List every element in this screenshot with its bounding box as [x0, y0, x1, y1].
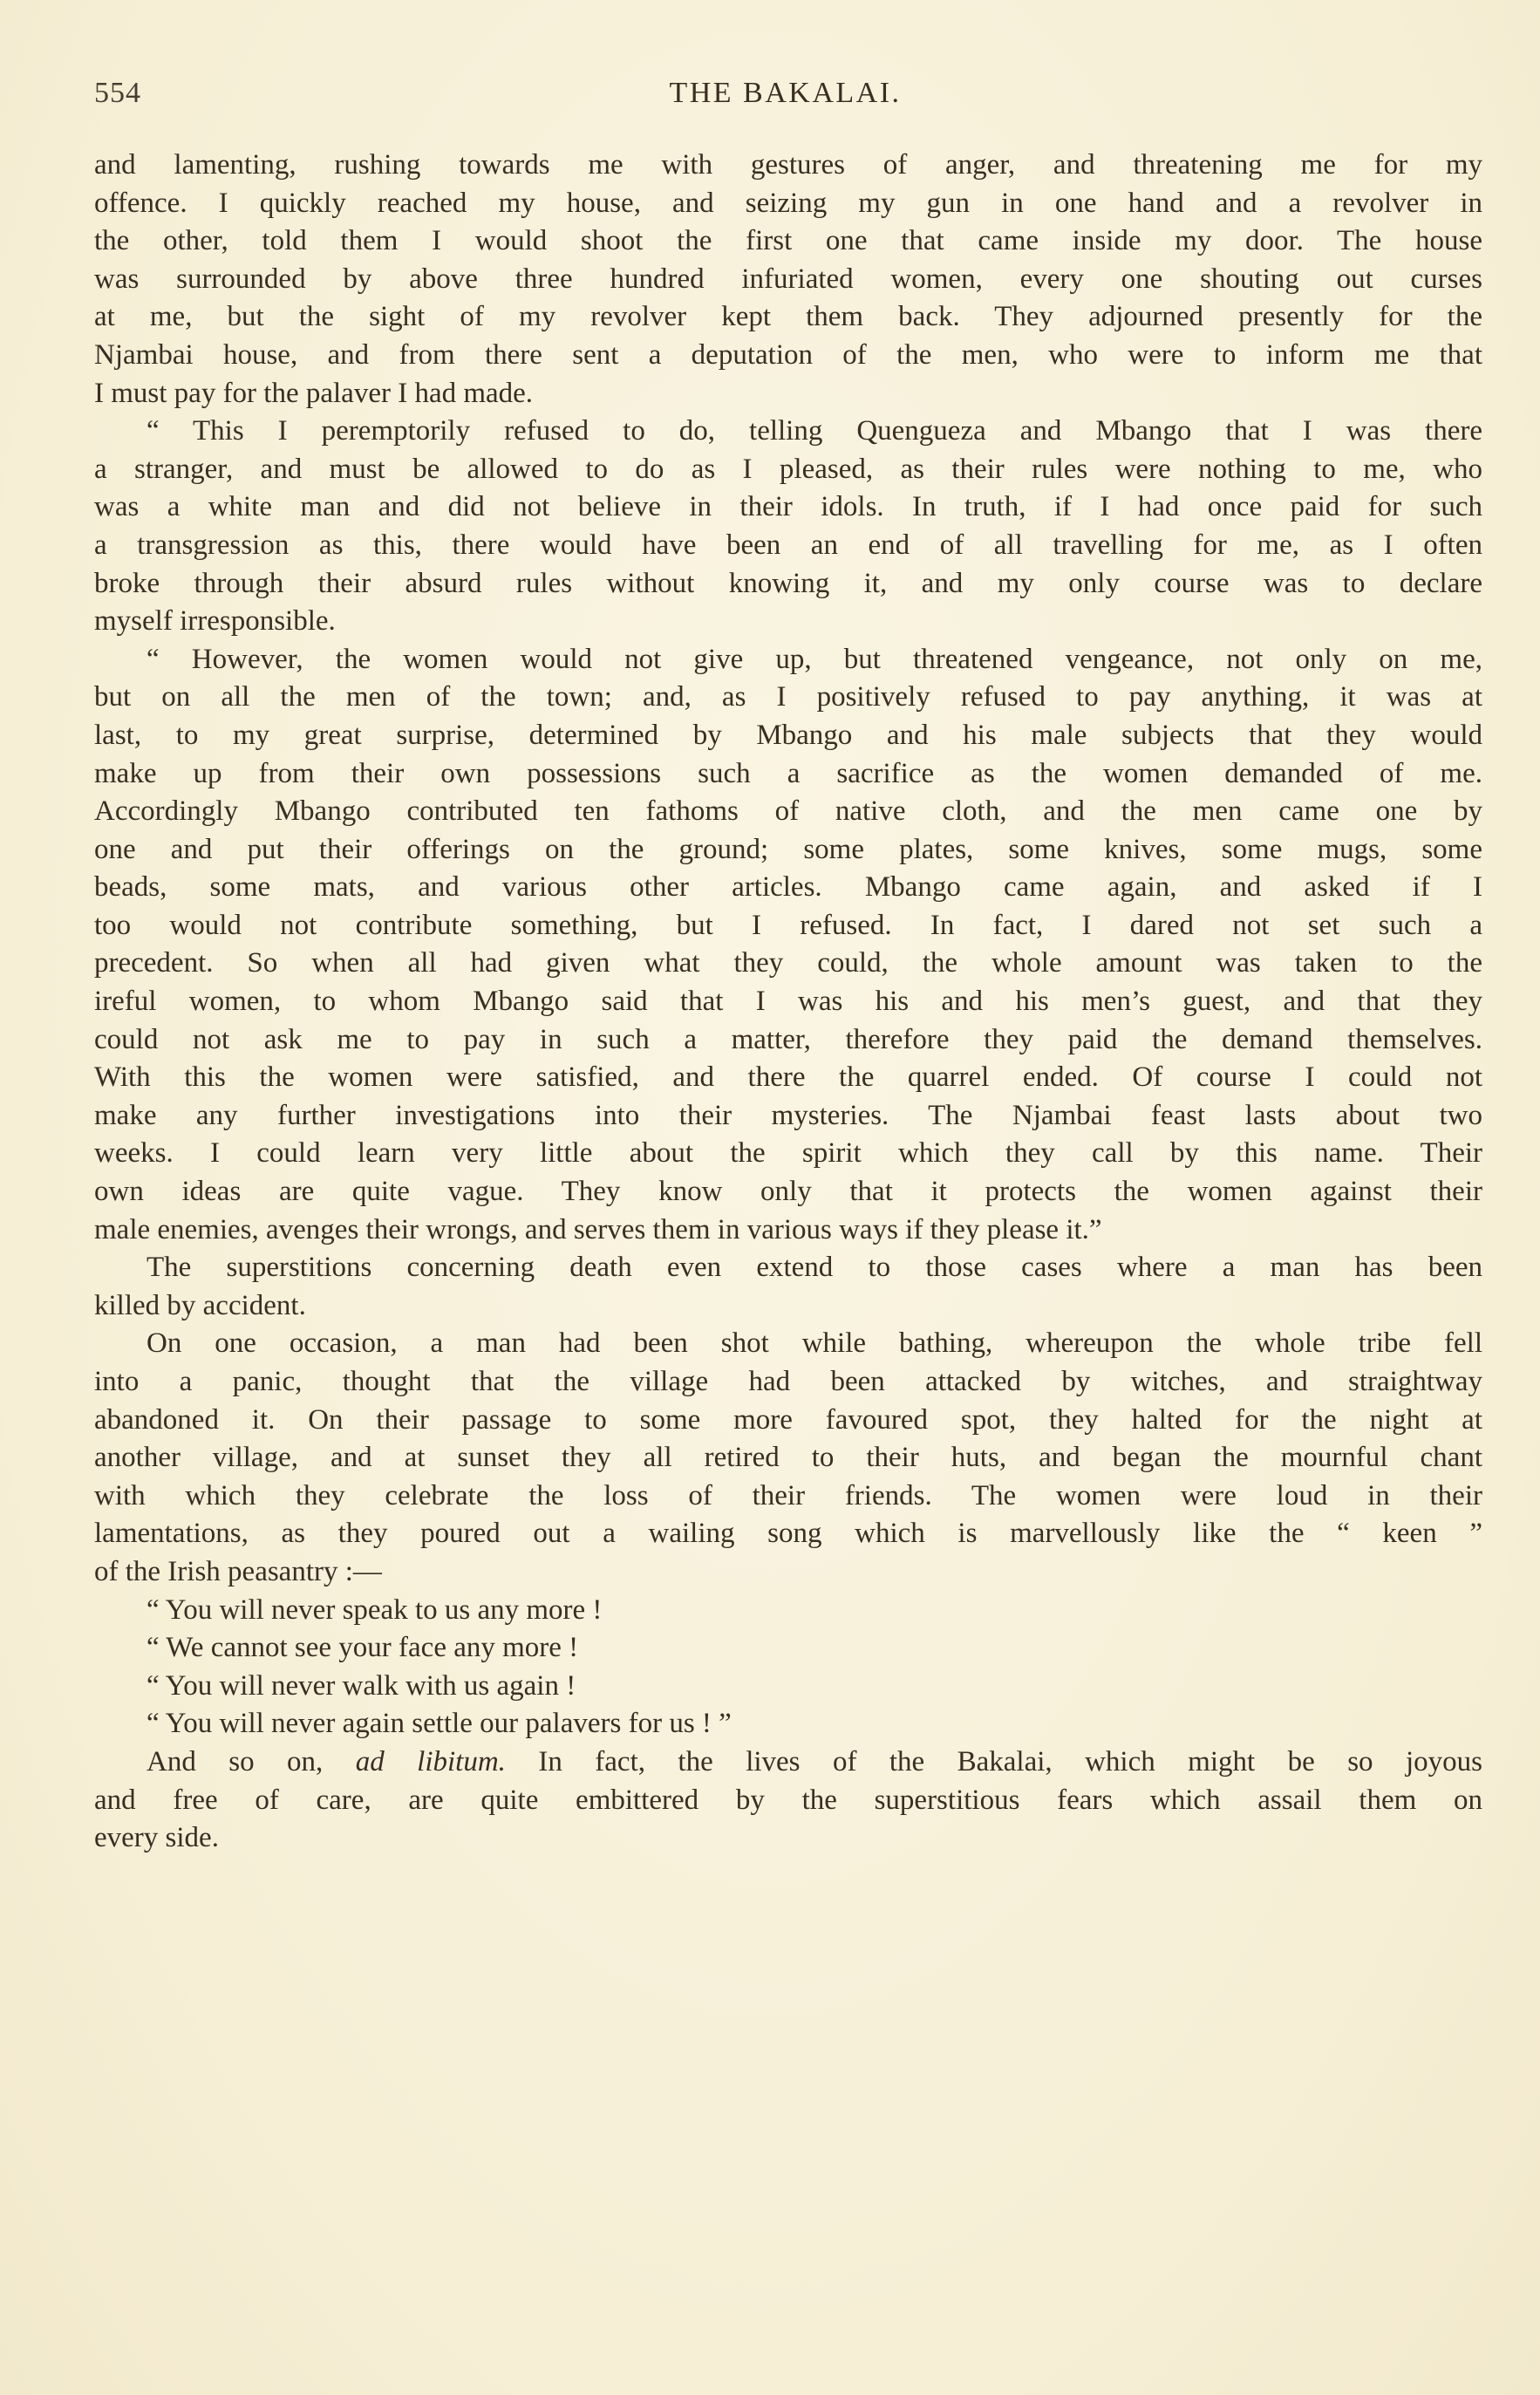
text-line: every side. — [94, 1822, 219, 1854]
text-line: one and put their offerings on the ground; some plates, some knives, some mugs, some — [94, 833, 1482, 865]
text-line: beads, some mats, and various other articles. Mbango came again, and asked if I — [94, 871, 1482, 904]
text-line: make any further investigations into their mysteries. The Njambai feast lasts about two — [94, 1099, 1482, 1131]
text-line: and free of care, are quite embittered by the superstitious fears which assail them on — [94, 1784, 1482, 1816]
text-line-mixed — [94, 1743, 1482, 1782]
text-line: was surrounded by above three hundred infuriated women, every one shouting out curses — [94, 263, 1482, 295]
text-line: I must pay for the palaver I had made. — [94, 377, 534, 409]
page-header — [94, 72, 1476, 120]
italic-phrase: ad libitum. — [355, 1745, 506, 1777]
text-line: own ideas are quite vague. They know only that it protects the women against their — [94, 1176, 1482, 1208]
text-line: ireful women, to whom Mbango said that I was his and his men’s guest, and that they — [94, 986, 1482, 1018]
text-line: a stranger, and must be allowed to do as I pleased, as their rules were nothing to me, who — [94, 453, 1482, 485]
text-line: make up from their own possessions such a sacrifice as the women demanded of me. — [94, 757, 1482, 789]
text-line: The superstitions concerning death even extend to those cases where a man has been — [147, 1252, 1482, 1284]
verse-line: “ You will never again settle our palavers for us ! ” — [147, 1708, 732, 1740]
text-line: but on all the men of the town; and, as I positively refused to pay anything, it was at — [94, 681, 1482, 713]
running-head: THE BAKALAI. — [669, 77, 902, 109]
text-line: was a white man and did not believe in their idols. In truth, if I had once paid for such — [94, 491, 1482, 523]
text-line: last, to my great surprise, determined by Mbango and his male subjects that they would — [94, 719, 1482, 751]
verse-line: “ We cannot see your face any more ! — [147, 1632, 579, 1664]
body-text — [94, 147, 1482, 1858]
text-line: another village, and at sunset they all retired to their huts, and began the mournful chant — [94, 1442, 1482, 1474]
text-line: Accordingly Mbango contributed ten fathoms of native cloth, and the men came one by — [94, 795, 1482, 828]
text-line: lamentations, as they poured out a wailing song which is marvellously like the “ keen ” — [94, 1518, 1482, 1550]
text-line: of the Irish peasantry :— — [94, 1555, 382, 1587]
text-line: male enemies, avenges their wrongs, and serves them in various ways if they please it.” — [94, 1213, 1102, 1245]
text-line: offence. I quickly reached my house, and seizing my gun in one hand and a revolver in — [94, 187, 1482, 219]
verse-line: “ You will never speak to us any more ! — [147, 1593, 603, 1626]
text-line: precedent. So when all had given what they could, the whole amount was taken to the — [94, 947, 1482, 979]
text-line: myself irresponsible. — [94, 605, 336, 638]
text-line: With this the women were satisfied, and there the quarrel ended. Of course I could not — [94, 1061, 1482, 1094]
line-rest: In fact, the lives of the Bakalai, which might be so joyous — [538, 1745, 1482, 1777]
text-line: could not ask me to pay in such a matter, therefore they paid the demand themselves. — [94, 1023, 1482, 1055]
text-line: abandoned it. On their passage to some more favoured spot, they halted for the night at — [94, 1403, 1482, 1436]
text-line: too would not contribute something, but I refused. In fact, I dared not set such a — [94, 909, 1482, 941]
text-line: with which they celebrate the loss of their friends. The women were loud in their — [94, 1479, 1482, 1511]
text-line: and lamenting, rushing towards me with gestures of anger, and threatening me for my — [94, 149, 1482, 181]
text-line: at me, but the sight of my revolver kept them back. They adjourned presently for the — [94, 301, 1482, 333]
page-number: 554 — [94, 77, 141, 109]
text-line: a transgression as this, there would have been an end of all travelling for me, as I often — [94, 529, 1482, 561]
verse-line: “ You will never walk with us again ! — [147, 1669, 576, 1702]
text-line: broke through their absurd rules without knowing it, and my only course was to declare — [94, 567, 1482, 599]
text-line: “ This I peremptorily refused to do, telling Quengueza and Mbango that I was there — [147, 415, 1482, 447]
text-line: weeks. I could learn very little about the spirit which they call by this name. Their — [94, 1137, 1482, 1170]
text-line: “ However, the women would not give up, but threatened vengeance, not only on me, — [147, 643, 1482, 675]
line-prefix: And so on, — [147, 1745, 356, 1777]
text-line: the other, told them I would shoot the first one that came inside my door. The house — [94, 225, 1482, 257]
text-line: On one occasion, a man had been shot while bathing, whereupon the whole tribe fell — [147, 1327, 1482, 1360]
text-line: into a panic, thought that the village had been attacked by witches, and straightway — [94, 1366, 1482, 1397]
text-line: killed by accident. — [94, 1289, 306, 1321]
text-line: Njambai house, and from there sent a deputation of the men, who were to inform me that — [94, 338, 1482, 371]
